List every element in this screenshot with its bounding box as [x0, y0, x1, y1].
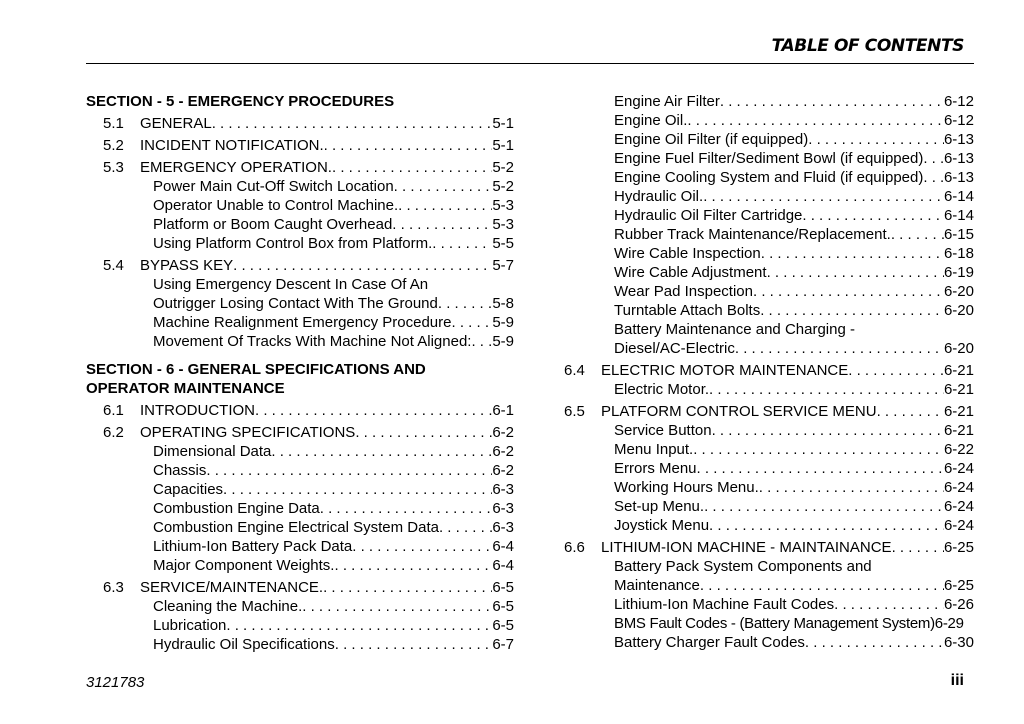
toc-entry-6-6[interactable] — [564, 538, 974, 557]
section-6-title-continued: OPERATOR MAINTENANCE — [86, 380, 285, 397]
entry-text: SERVICE/MAINTENANCE. — [140, 579, 324, 596]
toc-entry-5-4[interactable] — [86, 256, 514, 275]
dot-leader — [212, 114, 493, 133]
entry-number: 5.1 — [103, 115, 124, 132]
entry-page: 6-25 — [943, 539, 974, 556]
dot-leader — [206, 461, 492, 480]
dot-leader — [802, 206, 944, 225]
entry-page: 6-21 — [943, 362, 974, 379]
entry-number: 5.4 — [103, 257, 124, 274]
toc-subentry-wrapped-line: Using Emergency Descent In Case Of An — [153, 276, 429, 293]
toc-entry-6-1[interactable] — [86, 401, 514, 420]
entry-text: Errors Menu — [614, 460, 697, 477]
entry-page: 6-3 — [492, 519, 514, 536]
entry-page: 6-29 — [934, 615, 964, 632]
dot-leader — [767, 263, 944, 282]
entry-text: Wear Pad Inspection — [614, 283, 753, 300]
entry-text: Outrigger Losing Contact With The Ground — [153, 295, 438, 312]
entry-page: 5-3 — [492, 197, 514, 214]
entry-page: 6-5 — [492, 617, 514, 634]
entry-page: 6-24 — [943, 460, 974, 477]
entry-text: Using Platform Control Box from Platform. — [153, 235, 433, 252]
toc-subentry[interactable] — [153, 196, 514, 215]
entry-page: 6-4 — [492, 557, 514, 574]
entry-page: 5-2 — [492, 178, 514, 195]
toc-subentry[interactable] — [153, 215, 514, 234]
entry-text: Engine Oil Filter (if equipped) — [614, 131, 809, 148]
entry-page: 6-5 — [492, 579, 514, 596]
dot-leader — [760, 301, 944, 320]
toc-subentry[interactable] — [614, 168, 974, 187]
dot-leader — [687, 111, 944, 130]
entry-text: Chassis — [153, 462, 207, 479]
toc-subentry[interactable] — [614, 282, 974, 301]
entry-text: Engine Air Filter — [614, 93, 720, 110]
dot-leader — [334, 556, 492, 575]
toc-subentry[interactable] — [614, 149, 974, 168]
entry-text: Cleaning the Machine. — [153, 598, 303, 615]
entry-text: Joystick Menu — [614, 517, 710, 534]
toc-subentry[interactable] — [153, 442, 514, 461]
entry-page: 6-18 — [943, 245, 974, 262]
dot-leader — [398, 196, 492, 215]
toc-subentry[interactable] — [614, 187, 974, 206]
toc-subentry[interactable] — [153, 499, 514, 518]
toc-subentry[interactable] — [614, 633, 974, 652]
toc-entry-6-2[interactable] — [86, 423, 514, 442]
entry-number: 6.4 — [564, 362, 585, 379]
dot-leader — [834, 595, 944, 614]
entry-text: Dimensional Data — [153, 443, 272, 460]
toc-entry-5-3[interactable] — [86, 158, 514, 177]
dot-leader — [332, 158, 492, 177]
entry-text: ELECTRIC MOTOR MAINTENANCE — [601, 362, 849, 379]
entry-page: 6-24 — [943, 517, 974, 534]
section-6-title: SECTION - 6 - GENERAL SPECIFICATIONS AND — [86, 361, 426, 378]
entry-page: 6-20 — [943, 283, 974, 300]
entry-text: Working Hours Menu. — [614, 479, 759, 496]
dot-leader — [805, 633, 944, 652]
entry-page: 5-7 — [492, 257, 514, 274]
toc-subentry[interactable] — [614, 339, 974, 358]
toc-right-column — [564, 92, 974, 652]
dot-leader — [394, 177, 493, 196]
toc-subentry[interactable] — [614, 225, 974, 244]
dot-leader — [891, 225, 944, 244]
entry-page: 6-13 — [943, 150, 974, 167]
dot-leader — [432, 234, 492, 253]
toc-subentry[interactable] — [614, 206, 974, 225]
toc-subentry[interactable] — [614, 440, 974, 459]
dot-leader — [700, 576, 944, 595]
toc-subentry[interactable] — [614, 595, 974, 614]
toc-subentry[interactable] — [614, 301, 974, 320]
entry-text: Engine Cooling System and Fluid (if equipped) — [614, 169, 924, 186]
toc-subentry-wrapped-line: Battery Maintenance and Charging - — [614, 321, 855, 338]
entry-page: 6-20 — [943, 302, 974, 319]
entry-text: Engine Oil. — [614, 112, 688, 129]
dot-leader — [392, 215, 492, 234]
dot-leader — [320, 499, 493, 518]
entry-text: Electric Motor. — [614, 381, 710, 398]
entry-text: Capacities — [153, 481, 224, 498]
entry-text: Machine Realignment Emergency Procedure — [153, 314, 452, 331]
entry-text: Hydraulic Oil. — [614, 188, 704, 205]
dot-leader — [439, 518, 492, 537]
entry-text: LITHIUM-ION MACHINE - MAINTAINANCE — [601, 539, 892, 556]
toc-entry-6-5[interactable] — [564, 402, 974, 421]
toc-subentry[interactable] — [614, 111, 974, 130]
entry-page: 6-21 — [943, 403, 974, 420]
entry-number: 6.5 — [564, 403, 585, 420]
entry-text: Hydraulic Oil Filter Cartridge — [614, 207, 803, 224]
dot-leader — [233, 256, 492, 275]
entry-text: Lubrication — [153, 617, 227, 634]
entry-text: BYPASS KEY — [140, 257, 234, 274]
toc-subentry[interactable] — [153, 518, 514, 537]
entry-page: 6-26 — [943, 596, 974, 613]
entry-page: 6-25 — [943, 577, 974, 594]
entry-page: 6-20 — [943, 340, 974, 357]
toc-subentry[interactable] — [614, 380, 974, 399]
entry-text: Major Component Weights. — [153, 557, 335, 574]
entry-page: 6-4 — [492, 538, 514, 555]
entry-page: 6-15 — [943, 226, 974, 243]
entry-page: 6-12 — [943, 93, 974, 110]
dot-leader — [438, 294, 492, 313]
dot-leader — [355, 423, 492, 442]
entry-page: 5-1 — [492, 137, 514, 154]
entry-page: 6-2 — [492, 424, 514, 441]
entry-text: Power Main Cut-Off Switch Location — [153, 178, 394, 195]
document-number: 3121783 — [86, 674, 145, 691]
entry-text: Lithium-Ion Battery Pack Data — [153, 538, 353, 555]
toc-subentry[interactable] — [614, 497, 974, 516]
toc-entry-6-4[interactable] — [564, 361, 974, 380]
dot-leader — [693, 440, 944, 459]
toc-entry-5-2[interactable] — [86, 136, 514, 155]
dot-leader — [712, 421, 944, 440]
entry-text: Combustion Engine Data — [153, 500, 320, 517]
toc-subentry[interactable] — [614, 244, 974, 263]
entry-page: 5-9 — [492, 314, 514, 331]
entry-page: 6-3 — [492, 481, 514, 498]
toc-subentry[interactable] — [153, 234, 514, 253]
toc-subentry[interactable] — [614, 459, 974, 478]
dot-leader — [709, 516, 944, 535]
entry-page: 5-9 — [492, 333, 514, 350]
entry-page: 6-5 — [492, 598, 514, 615]
toc-subentry[interactable] — [153, 556, 514, 575]
dot-leader — [923, 149, 944, 168]
section-5-title: SECTION - 5 - EMERGENCY PROCEDURES — [86, 93, 395, 110]
entry-text: INTRODUCTION — [140, 402, 255, 419]
toc-left-column — [86, 92, 514, 654]
dot-leader — [271, 442, 492, 461]
entry-text: EMERGENCY OPERATION. — [140, 159, 332, 176]
entry-text: OPERATING SPECIFICATIONS — [140, 424, 356, 441]
entry-text: Platform or Boom Caught Overhead — [153, 216, 393, 233]
entry-text: Service Button — [614, 422, 712, 439]
entry-page: 6-13 — [943, 131, 974, 148]
dot-leader — [324, 136, 493, 155]
toc-subentry[interactable] — [614, 92, 974, 111]
entry-text: INCIDENT NOTIFICATION. — [140, 137, 324, 154]
entry-page: 5-1 — [492, 115, 514, 132]
entry-page: 6-30 — [943, 634, 974, 651]
entry-page: 5-2 — [492, 159, 514, 176]
dot-leader — [223, 480, 492, 499]
dot-leader — [451, 313, 492, 332]
dot-leader — [848, 361, 944, 380]
entry-number: 5.3 — [103, 159, 124, 176]
entry-page: 6-21 — [943, 381, 974, 398]
header-rule — [86, 63, 974, 64]
entry-page: 6-3 — [492, 500, 514, 517]
page-header-title: TABLE OF CONTENTS — [771, 36, 964, 56]
entry-text: Combustion Engine Electrical System Data — [153, 519, 439, 536]
entry-page: 6-2 — [492, 443, 514, 460]
entry-number: 6.1 — [103, 402, 124, 419]
entry-number: 6.2 — [103, 424, 124, 441]
entry-page: 6-14 — [943, 188, 974, 205]
toc-subentry[interactable] — [614, 263, 974, 282]
toc-subentry[interactable] — [614, 130, 974, 149]
toc-subentry[interactable] — [153, 332, 514, 351]
entry-page: 6-7 — [492, 636, 514, 653]
dot-leader — [761, 244, 944, 263]
entry-text: Lithium-Ion Machine Fault Codes — [614, 596, 835, 613]
entry-text: BMS Fault Codes - (Battery Management System) — [614, 615, 935, 632]
entry-text: GENERAL — [140, 115, 212, 132]
dot-leader — [877, 402, 944, 421]
dot-leader — [808, 130, 944, 149]
entry-text: Rubber Track Maintenance/Replacement. — [614, 226, 891, 243]
toc-subentry[interactable] — [153, 177, 514, 196]
dot-leader — [255, 401, 492, 420]
page-number: iii — [950, 672, 964, 689]
toc-subentry[interactable] — [614, 614, 974, 633]
entry-page: 6-12 — [943, 112, 974, 129]
entry-text: Battery Charger Fault Codes — [614, 634, 805, 651]
toc-subentry[interactable] — [614, 516, 974, 535]
dot-leader — [226, 616, 492, 635]
toc-subentry[interactable] — [153, 635, 514, 654]
entry-text: Diesel/AC-Electric — [614, 340, 735, 357]
entry-text: Operator Unable to Control Machine. — [153, 197, 399, 214]
entry-number: 5.2 — [103, 137, 124, 154]
toc-entry-5-1[interactable] — [86, 114, 514, 133]
entry-page: 6-13 — [943, 169, 974, 186]
entry-page: 6-19 — [943, 264, 974, 281]
entry-page: 6-2 — [492, 462, 514, 479]
entry-page: 5-5 — [492, 235, 514, 252]
entry-text: Engine Fuel Filter/Sediment Bowl (if equipped) — [614, 150, 924, 167]
entry-page: 6-22 — [943, 441, 974, 458]
toc-subentry[interactable] — [153, 294, 514, 313]
entry-page: 6-24 — [943, 498, 974, 515]
entry-text: Wire Cable Adjustment — [614, 264, 767, 281]
entry-page: 6-14 — [943, 207, 974, 224]
toc-subentry[interactable] — [153, 616, 514, 635]
dot-leader — [697, 459, 944, 478]
dot-leader — [323, 578, 492, 597]
dot-leader — [753, 282, 944, 301]
entry-number: 6.3 — [103, 579, 124, 596]
toc-entry-6-3[interactable] — [86, 578, 514, 597]
entry-page: 6-21 — [943, 422, 974, 439]
toc-subentry[interactable] — [614, 478, 974, 497]
entry-text: Maintenance — [614, 577, 700, 594]
dot-leader — [352, 537, 492, 556]
dot-leader — [720, 92, 944, 111]
toc-subentry[interactable] — [153, 313, 514, 332]
entry-text: Movement Of Tracks With Machine Not Aligned: — [153, 333, 472, 350]
dot-leader — [335, 635, 493, 654]
entry-page: 6-1 — [492, 402, 514, 419]
toc-subentry[interactable] — [614, 576, 974, 595]
entry-page: 5-3 — [492, 216, 514, 233]
toc-subentry[interactable] — [614, 421, 974, 440]
toc-subentry[interactable] — [153, 461, 514, 480]
toc-subentry[interactable] — [153, 597, 514, 616]
dot-leader — [471, 332, 492, 351]
entry-page: 6-24 — [943, 479, 974, 496]
toc-subentry[interactable] — [153, 480, 514, 499]
dot-leader — [302, 597, 492, 616]
toc-subentry-wrapped-line: Battery Pack System Components and — [614, 558, 872, 575]
dot-leader — [759, 478, 944, 497]
dot-leader — [892, 538, 944, 557]
dot-leader — [709, 380, 944, 399]
dot-leader — [704, 497, 944, 516]
dot-leader — [703, 187, 944, 206]
entry-text: Wire Cable Inspection — [614, 245, 761, 262]
entry-text: Hydraulic Oil Specifications — [153, 636, 335, 653]
entry-text: Set-up Menu. — [614, 498, 705, 515]
entry-text: PLATFORM CONTROL SERVICE MENU — [601, 403, 877, 420]
entry-text: Turntable Attach Bolts — [614, 302, 761, 319]
entry-text: Menu Input. — [614, 441, 694, 458]
entry-number: 6.6 — [564, 539, 585, 556]
dot-leader — [923, 168, 944, 187]
dot-leader — [735, 339, 944, 358]
toc-subentry[interactable] — [153, 537, 514, 556]
entry-page: 5-8 — [492, 295, 514, 312]
